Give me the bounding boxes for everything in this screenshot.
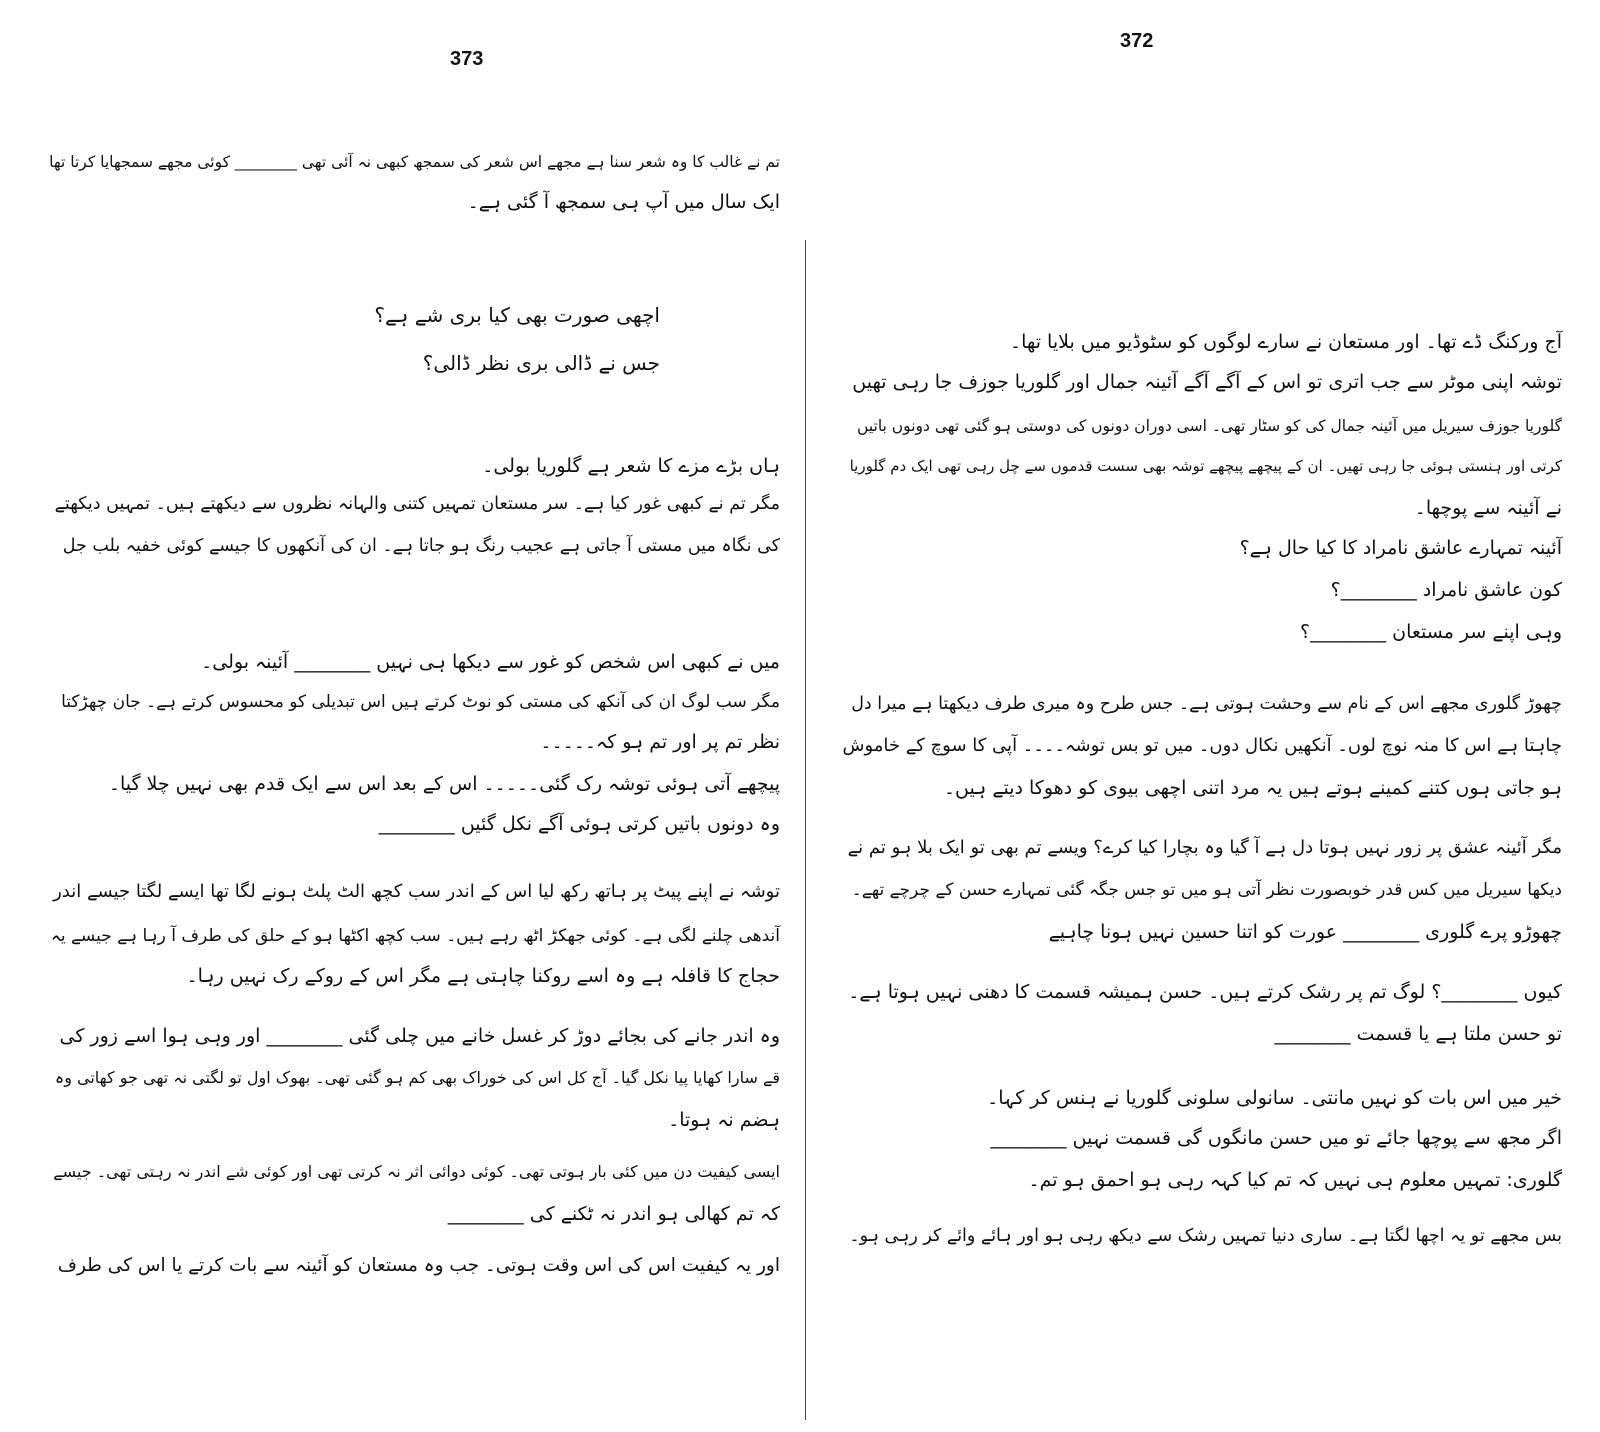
left-page <box>40 0 810 1432</box>
text-line: توشہ اپنی موٹر سے جب اتری تو اس کے آگے آگے آئینہ جمال اور گلوریا جوزف جا رہی تھیں <box>852 371 1562 393</box>
text-line: کیوں ________؟ لوگ تم پر رشک کرتے ہیں۔ حسن ہمیشہ قسمت کا دھنی نہیں ہوتا ہے۔ <box>848 981 1562 1003</box>
text-line: ہو جاتی ہوں کتنے کمینے ہوتے ہیں یہ مرد اتنی اچھی بیوی کو دھوکا دیتے ہیں۔ <box>943 777 1562 799</box>
text-line: چاہتا ہے اس کا منہ نوچ لوں۔ آنکھیں نکال دوں۔ میں تو بس توشہ۔۔۔۔ آپی کا سوچ کے خاموش <box>842 735 1562 756</box>
text-line: دیکھا سیریل میں کس قدر خوبصورت نظر آتی ہو میں تو جس جگہ گئی تمہارے حسن کے چرچے تھے۔ <box>851 880 1562 900</box>
text-line: اور یہ کیفیت اس کی اس وقت ہوتی۔ جب وہ مستعان کو آئینہ سے بات کرتے یا اس کی طرف <box>57 1255 780 1276</box>
text-line: نظر تم پر اور تم ہو کہ۔۔۔۔۔ <box>540 731 780 753</box>
text-line: چھوڑ گلوری مجھے اس کے نام سے وحشت ہوتی ہے۔ جس طرح وہ میری طرف دیکھتا ہے میرا دل <box>851 694 1562 714</box>
text-line: خیر میں اس بات کو نہیں مانتی۔ سانولی سلونی گلوریا نے ہنس کر کہا۔ <box>987 1087 1562 1109</box>
text-line: ہضم نہ ہوتا۔ <box>668 1109 780 1131</box>
text-line: گلوریا جوزف سیریل میں آئینہ جمال کی کو سٹار تھی۔ اسی دوران دونوں کی دوستی ہو گئی تھی دونوں باتیں <box>857 417 1562 435</box>
text-line: مگر تم نے کبھی غور کیا ہے۔ سر مستعان تمہیں کتنی والہانہ نظروں سے دیکھتے ہیں۔ تمہیں دیکھتے <box>54 494 780 514</box>
right-page <box>808 0 1568 1432</box>
text-line: بس مجھے تو یہ اچھا لگتا ہے۔ ساری دنیا تمہیں رشک سے دیکھ رہی ہو اور ہائے وائے کر رہی ہو۔ <box>849 1226 1562 1246</box>
text-line: ہاں بڑے مزے کا شعر ہے گلوریا بولی۔ <box>482 455 780 477</box>
text-line: مگر سب لوگ ان کی آنکھ کی مستی کو نوٹ کرتے ہیں اس تبدیلی کو محسوس کرتے ہے۔ جان چھڑکتا <box>61 692 780 712</box>
text-line: وہ اندر جانے کی بجائے دوڑ کر غسل خانے میں چلی گئی ________ اور وہی ہوا اسے زور کی <box>59 1025 780 1047</box>
text-line: چھوڑو پرے گلوری ________ عورت کو اتنا حسین نہیں ہونا چاہیے <box>1048 921 1562 943</box>
verse-line: اچھی صورت بھی کیا بری شے ہے؟ <box>374 303 660 327</box>
text-line: نے آئینہ سے پوچھا۔ <box>1414 497 1562 519</box>
text-line: اگر مجھ سے پوچھا جائے تو میں حسن مانگوں گی قسمت نہیں ________ <box>990 1127 1562 1149</box>
text-line: توشہ نے اپنے پیٹ پر ہاتھ رکھ لیا اس کے اندر سب کچھ الٹ پلٹ ہونے لگا تھا ایسے لگتا جیسے اندر <box>53 881 780 902</box>
text-line: آندھی چلنے لگی ہے۔ کوئی جھکڑ اٹھ رہے ہیں۔ سب کچھ اکٹھا ہو کے حلق کی طرف آ رہا ہے جیسے یہ <box>50 926 780 946</box>
text-line: کی نگاہ میں مستی آ جاتی ہے عجیب رنگ ہو جاتا ہے۔ ان کی آنکھوں کا جیسے کوئی خفیہ بلب جل <box>62 536 780 556</box>
text-line: تو حسن ملتا ہے یا قسمت ________ <box>1274 1023 1562 1045</box>
text-line: کہ تم کھالی ہو اندر نہ ٹکنے کی ________ <box>447 1203 780 1225</box>
page-number: 372 <box>1120 30 1154 52</box>
text-line: مگر آئینہ عشق پر زور نہیں ہوتا دل ہے آ گیا وہ بچارا کیا کرے؟ ویسے تم بھی تو ایک بلا ہو تم نے <box>847 837 1562 858</box>
text-line: حجاج کا قافلہ ہے وہ اسے روکنا چاہتی ہے مگر اس کے روکے رک نہیں رہا۔ <box>186 965 780 987</box>
text-line: وہ دونوں باتیں کرتی ہوئی آگے نکل گئیں ________ <box>378 813 780 835</box>
text-line: آج ورکنگ ڈے تھا۔ اور مستعان نے سارے لوگوں کو سٹوڈیو میں بلایا تھا۔ <box>1010 331 1562 353</box>
text-line: میں نے کبھی اس شخص کو غور سے دیکھا ہی نہیں ________ آئینہ بولی۔ <box>201 651 780 673</box>
text-line: تم نے غالب کا وہ شعر سنا ہے مجھے اس شعر کی سمجھ کبھی نہ آئی تھی ________ کوئی مجھے سمجھایا کرتا تھا <box>49 153 780 171</box>
page-number: 373 <box>450 48 484 70</box>
verse-line: جس نے ڈالی بری نظر ڈالی؟ <box>422 351 660 375</box>
text-line: ایسی کیفیت دن میں کئی بار ہوتی تھی۔ کوئی دوائی اثر نہ کرتی تھی اور کوئی شے اندر نہ رہتی تھی۔ جیسے <box>53 1162 780 1181</box>
page-gutter-divider <box>805 240 806 1420</box>
text-line: گلوری: تمہیں معلوم ہی نہیں کہ تم کیا کہہ رہی ہو احمق ہو تم۔ <box>1028 1169 1562 1191</box>
text-line: کون عاشق نامراد ________؟ <box>1330 579 1562 601</box>
text-line: وہی اپنے سر مستعان ________؟ <box>1300 621 1562 643</box>
text-line: پیچھے آتی ہوئی توشہ رک گئی۔۔۔۔۔ اس کے بعد اس سے ایک قدم بھی نہیں چلا گیا۔ <box>108 773 780 795</box>
text-line: قے سارا کھایا پیا نکل گیا۔ آج کل اس کی خوراک بھی کم ہو گئی تھی۔ بھوک اول تو لگتی نہ تھی جو کھاتی وہ <box>54 1068 780 1087</box>
text-line: ایک سال میں آپ ہی سمجھ آ گئی ہے۔ <box>467 191 780 213</box>
text-line: آئینہ تمہارے عاشق نامراد کا کیا حال ہے؟ <box>1239 537 1562 559</box>
text-line: کرتی اور ہنستی ہوئی جا رہی تھیں۔ ان کے پیچھے پیچھے توشہ بھی سست قدموں سے چل رہی تھی ایک دم گلوریا <box>849 457 1562 475</box>
